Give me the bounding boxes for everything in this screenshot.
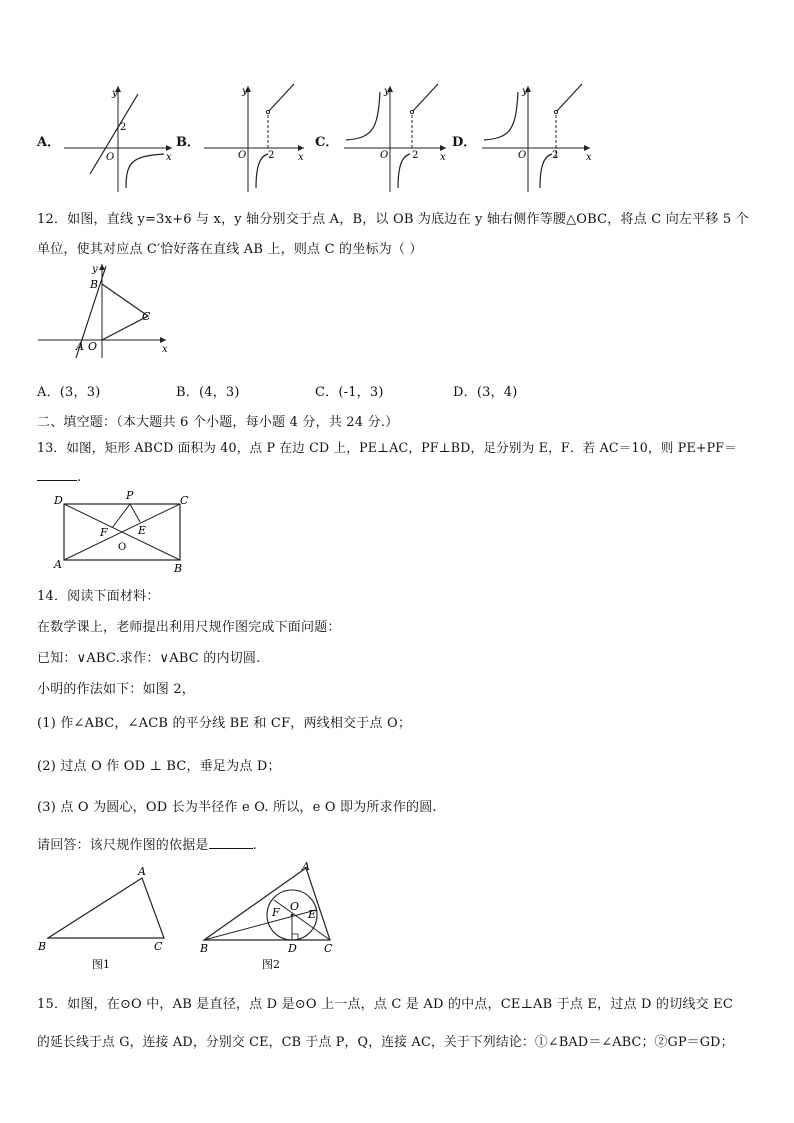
- axis-y-label: y: [112, 88, 118, 99]
- axis-x-label: x: [586, 152, 592, 163]
- q12-choice-b: B．(4，3): [176, 385, 240, 400]
- point-f-label: F: [272, 906, 280, 919]
- point-b-label: B: [174, 562, 183, 575]
- axis-y-label: y: [92, 264, 98, 275]
- figure-2-caption: 图2: [262, 958, 280, 971]
- point-p-label: P: [126, 489, 134, 502]
- point-d-label: D: [288, 942, 297, 955]
- q12-choice-c: C．(-1，3): [315, 385, 384, 400]
- q11-graph-c: [340, 82, 452, 194]
- q14-step-1: (1) 作∠ABC，∠ACB 的平分线 BE 和 CF，两线相交于点 O；: [37, 716, 412, 731]
- q13-figure: [50, 488, 196, 576]
- q14-step-3: (3) 点 O 为圆心，OD 长为半径作 e O. 所以，e O 即为所求作的圆.: [37, 800, 437, 815]
- q12-text-line1: 12．如图，直线 y=3x+6 与 x，y 轴分别交于点 A，B，以 OB 为底边在 y 轴右侧作等腰△OBC，将点 C 向左平移 5 个: [37, 212, 749, 227]
- axis-x-label: x: [298, 152, 304, 163]
- figure-1-caption: 图1: [92, 958, 110, 971]
- q14-figure-1: [34, 862, 174, 974]
- point-b-label: B: [90, 278, 99, 291]
- intercept-label: 2: [120, 122, 127, 133]
- section-heading-fill-in: 二、填空题：（本大题共 6 个小题，每小题 4 分，共 24 分.）: [37, 415, 399, 430]
- q14-title: 14．阅读下面材料：: [37, 589, 160, 604]
- point-o-label: O: [290, 900, 300, 913]
- point-o-label: O: [118, 542, 127, 553]
- q14-step-2: (2) 过点 O 作 OD ⊥ BC，垂足为点 D；: [37, 759, 281, 774]
- point-a-label: A: [138, 865, 146, 878]
- mark-label: 2: [552, 150, 559, 161]
- origin-label: O: [88, 340, 98, 353]
- q11-option-c-label: C．: [315, 135, 339, 150]
- q14-paragraph-2: 已知：∨ABC.求作：∨ABC 的内切圆.: [37, 651, 261, 666]
- point-c-label: C: [154, 940, 163, 953]
- q14-paragraph-1: 在数学课上，老师提出利用尺规作图完成下面问题：: [37, 620, 341, 635]
- axis-y-label: y: [384, 86, 390, 97]
- point-f-label: F: [100, 526, 108, 539]
- q13-text-line1: 13．如图，矩形 ABCD 面积为 40，点 P 在边 CD 上，PE⊥AC，PF⊥BD，足分别为 E，F．若 AC＝10，则 PE+PF＝: [37, 440, 737, 455]
- axis-x-label: x: [166, 152, 172, 163]
- axis-y-label: y: [522, 86, 528, 97]
- point-c-label: C: [180, 494, 189, 507]
- axis-y-label: y: [242, 86, 248, 97]
- point-e-label: E: [138, 524, 147, 537]
- axis-x-label: x: [162, 344, 168, 355]
- point-b-label: B: [38, 940, 47, 953]
- origin-label: O: [518, 150, 527, 161]
- q15-text-line1: 15．如图，在⊙O 中，AB 是直径，点 D 是⊙O 上一点，点 C 是 AD 的中点，CE⊥AB 于点 E，过点 D 的切线交 EC: [37, 997, 733, 1012]
- q14-paragraph-3: 小明的作法如下：如图 2，: [37, 682, 196, 697]
- mark-label: 2: [412, 150, 419, 161]
- q11-graph-a: [60, 82, 178, 194]
- answer-blank: [209, 836, 253, 849]
- point-e-label: E: [308, 908, 317, 921]
- q11-option-a-label: A．: [37, 135, 61, 150]
- point-a-label: A: [76, 340, 84, 353]
- q12-figure: [36, 262, 172, 360]
- point-a-label: A: [302, 860, 310, 873]
- point-a-label: A: [54, 558, 62, 571]
- point-c-label: C: [142, 310, 151, 323]
- mark-label: 2: [268, 150, 275, 161]
- origin-label: O: [238, 150, 247, 161]
- q11-option-d-label: D．: [452, 135, 477, 150]
- point-c-label: C: [324, 942, 333, 955]
- point-d-label: D: [54, 494, 63, 507]
- q12-text-line2: 单位，使其对应点 C′恰好落在直线 AB 上，则点 C 的坐标为（ ）: [37, 242, 423, 257]
- q13-text-line2: .: [37, 468, 81, 485]
- answer-blank: [37, 468, 77, 481]
- q14-question: 请回答：该尺规作图的依据是 .: [37, 838, 257, 853]
- axis-x-label: x: [440, 152, 446, 163]
- q11-graph-d: [478, 82, 596, 194]
- q11-graph-b: [200, 82, 310, 194]
- q14-figure-2: [196, 860, 344, 974]
- point-b-label: B: [200, 942, 209, 955]
- q12-choice-d: D．(3，4): [453, 385, 518, 400]
- origin-label: O: [106, 152, 115, 163]
- q11-option-b-label: B．: [176, 135, 200, 150]
- origin-label: O: [380, 150, 389, 161]
- q12-choice-a: A．(3，3): [37, 385, 101, 400]
- q15-text-line2: 的延长线于点 G，连接 AD，分别交 CE，CB 于点 P，Q，连接 AC，关于下列结论：①∠BAD＝∠ABC；②GP＝GD；: [37, 1035, 734, 1050]
